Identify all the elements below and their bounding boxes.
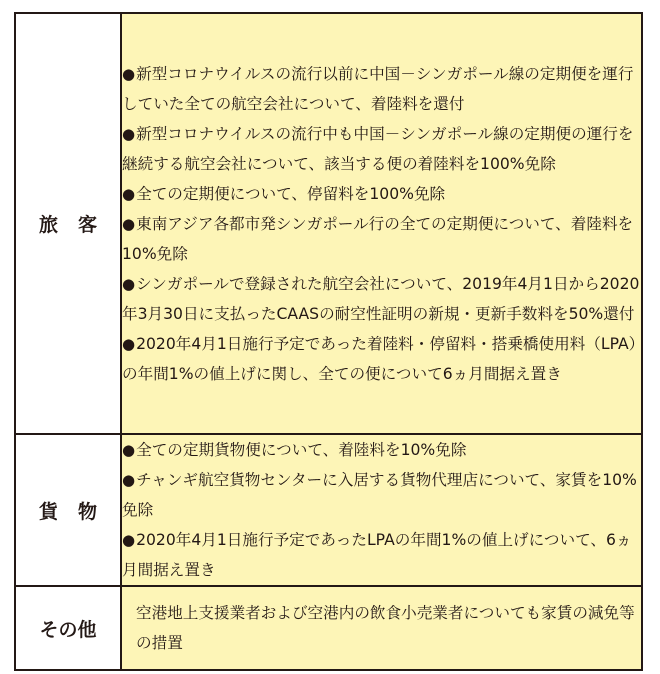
list-item-text: 新型コロナウイルスの流行以前に中国－シンガポール線の定期便を運行していた全ての航空会社について、着陸料を還付 — [122, 64, 634, 113]
list-item-text: 2020年4月1日施行予定であった着陸料・停留料・搭乗橋使用料（LPA）の年間1%の値上げに関し、全ての便について6ヵ月間据え置き — [122, 334, 637, 383]
bullet-icon: ● — [122, 531, 136, 549]
bullet-icon: ● — [122, 441, 136, 459]
list-item-text: 東南アジア各都市発シンガポール行の全ての定期便について、着陸料を10%免除 — [122, 214, 634, 263]
passenger-measures — [121, 13, 642, 434]
category-passenger — [15, 13, 121, 434]
list-item — [122, 119, 641, 179]
list-item-text: 全ての定期便について、停留料を100%免除 — [136, 184, 446, 203]
list-item-text: 全ての定期貨物便について、着陸料を10%免除 — [136, 441, 467, 459]
table-row-other — [15, 586, 642, 670]
bullet-icon: ● — [122, 184, 136, 203]
other-measure-text: 空港地上支援業者および空港内の飲食小売業者についても家賃の減免等の措置 — [136, 604, 635, 652]
list-item — [122, 465, 641, 525]
list-item — [122, 435, 641, 465]
list-item-text: 新型コロナウイルスの流行中も中国－シンガポール線の定期便の運行を継続する航空会社について、該当する便の着陸料を100%免除 — [122, 124, 634, 173]
list-item-text: シンガポールで登録された航空会社について、2019年4月1日から2020年3月30日に支払ったCAASの耐空性証明の新規・更新手数料を50%還付 — [122, 274, 640, 323]
list-item — [122, 329, 641, 389]
table-row-passenger — [15, 13, 642, 434]
bullet-icon: ● — [122, 124, 136, 143]
bullet-icon: ● — [122, 471, 136, 489]
list-item-text: 2020年4月1日施行予定であったLPAの年間1%の値上げについて、6ヵ月間据え置き — [122, 531, 632, 579]
other-measures — [121, 586, 642, 670]
category-label: その他 — [39, 618, 97, 641]
list-item — [122, 269, 641, 329]
bullet-icon: ● — [122, 214, 136, 233]
list-item-text: チャンギ航空貨物センターに入居する貨物代理店について、家賃を10%免除 — [122, 471, 637, 519]
list-item — [122, 209, 641, 269]
bullet-icon: ● — [122, 274, 136, 293]
bullet-icon: ● — [122, 64, 136, 83]
cargo-measure-list — [122, 435, 641, 585]
category-label: 旅客 — [38, 214, 117, 236]
table-row-cargo — [15, 434, 642, 586]
category-label: 貨物 — [38, 500, 117, 523]
cargo-measures — [121, 434, 642, 586]
category-other — [15, 586, 121, 670]
relief-measures-table — [14, 12, 643, 671]
category-cargo — [15, 434, 121, 586]
list-item — [122, 179, 641, 209]
list-item — [122, 59, 641, 119]
list-item — [122, 525, 641, 585]
passenger-measure-list — [122, 59, 641, 389]
bullet-icon: ● — [122, 334, 136, 353]
